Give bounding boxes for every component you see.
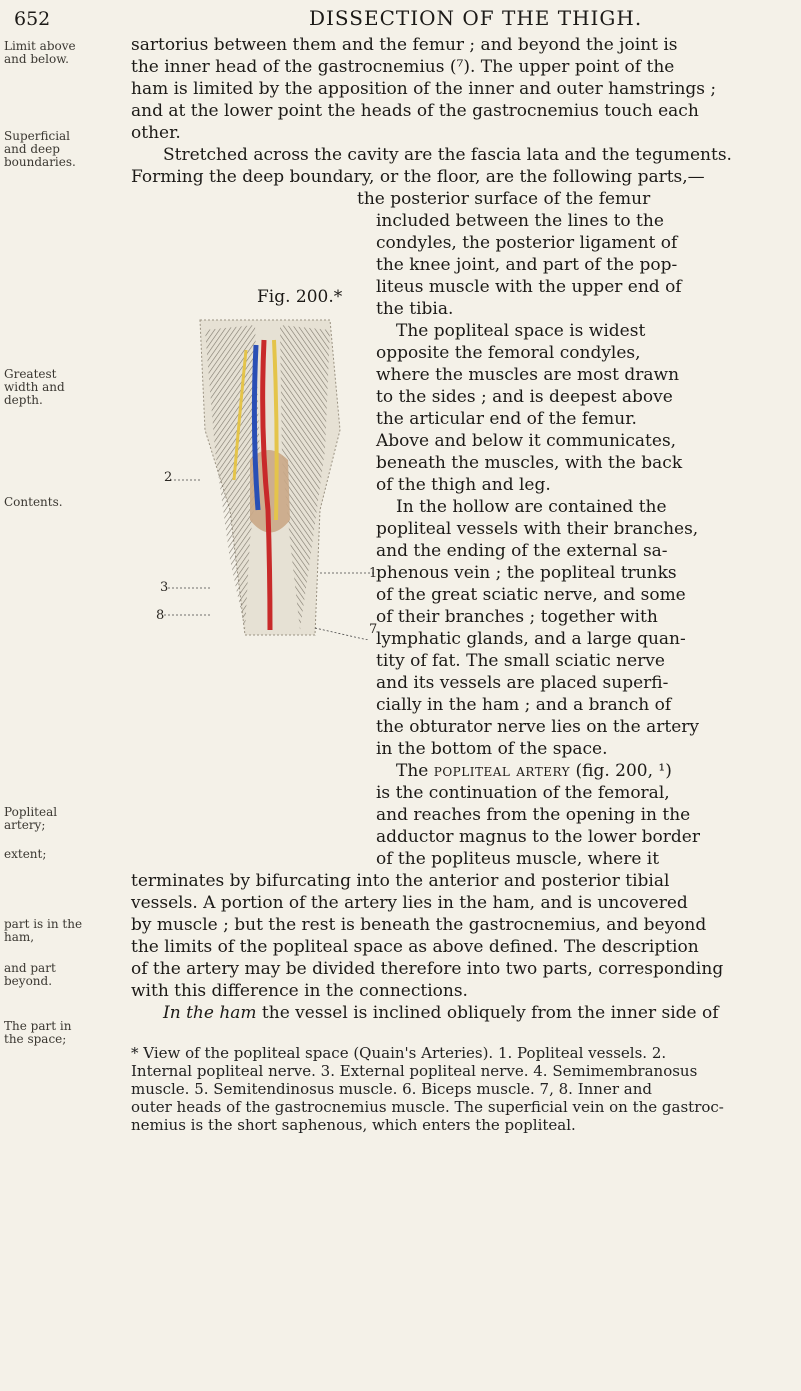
figure-label-7: 7	[369, 622, 378, 637]
body-line: ham is limited by the apposition of the inner and outer hamstrings ;	[131, 79, 717, 99]
body-line: In the hollow are contained the	[396, 497, 667, 517]
figure-label-3: 3	[160, 580, 169, 595]
footnote-line: outer heads of the gastrocnemius muscle. The superficial vein on the gastroc-	[131, 1098, 724, 1116]
margin-note-popliteal: Popliteal artery;	[4, 805, 58, 832]
body-line: Stretched across the cavity are the fascia lata and the teguments.	[163, 145, 732, 165]
body-line: the obturator nerve lies on the artery	[376, 717, 699, 737]
body-line: the articular end of the femur.	[376, 409, 637, 429]
body-line: and at the lower point the heads of the gastrocnemius touch each	[131, 101, 699, 121]
body-line: popliteal vessels with their branches,	[376, 519, 699, 539]
margin-note-limit: Limit above and below.	[4, 39, 76, 66]
footnote-line: muscle. 5. Semitendinosus muscle. 6. Biceps muscle. 7, 8. Inner and	[131, 1080, 652, 1098]
footnote-line: Internal popliteal nerve. 3. External popliteal nerve. 4. Semimembranosus	[131, 1062, 698, 1080]
body-line: the tibia.	[376, 299, 454, 319]
page-title: DISSECTION OF THE THIGH.	[309, 6, 643, 30]
body-line: by muscle ; but the rest is beneath the gastrocnemius, and beyond	[131, 915, 707, 935]
body-line: opposite the femoral condyles,	[376, 343, 641, 363]
body-line: the inner head of the gastrocnemius (⁷). The upper point of the	[131, 57, 675, 77]
body-line: The popliteal artery (fig. 200, ¹)	[396, 761, 672, 781]
figure-illustration	[150, 310, 380, 640]
body-line: the limits of the popliteal space as above defined. The description	[131, 937, 699, 957]
body-line: to the sides ; and is deepest above	[376, 387, 673, 407]
body-line: sartorius between them and the femur ; and beyond the joint is	[131, 35, 678, 55]
body-line: included between the lines to the	[376, 211, 664, 231]
body-line: of the thigh and leg.	[376, 475, 551, 495]
margin-note-superficial: Superficial and deep boundaries.	[4, 129, 76, 169]
body-line: condyles, the posterior ligament of	[376, 233, 678, 253]
body-line: other.	[131, 123, 181, 143]
margin-note-part-beyond: and part beyond.	[4, 961, 56, 988]
body-line: of their branches ; together with	[376, 607, 658, 627]
body-line: of the great sciatic nerve, and some	[376, 585, 686, 605]
body-line: tity of fat. The small sciatic nerve	[376, 651, 665, 671]
margin-note-contents: Contents.	[4, 495, 63, 509]
body-line: Forming the deep boundary, or the floor, are the following parts,—	[131, 167, 705, 187]
body-line: In the ham the vessel is inclined obliquely from the inner side of	[163, 1003, 719, 1023]
body-line: phenous vein ; the popliteal trunks	[376, 563, 677, 583]
body-line: beneath the muscles, with the back	[376, 453, 683, 473]
figure-caption: Fig. 200.*	[257, 287, 343, 307]
body-line: in the bottom of the space.	[376, 739, 608, 759]
body-line: of the artery may be divided therefore into two parts, corresponding	[131, 959, 724, 979]
body-line: terminates by bifurcating into the anterior and posterior tibial	[131, 871, 670, 891]
body-line: and its vessels are placed superfi-	[376, 673, 669, 693]
margin-note-part-space: The part in the space;	[4, 1019, 72, 1046]
body-line: vessels. A portion of the artery lies in the ham, and is uncovered	[131, 893, 688, 913]
body-line: with this difference in the connections.	[131, 981, 468, 1001]
body-line: and the ending of the external sa-	[376, 541, 668, 561]
body-line: lymphatic glands, and a large quan-	[376, 629, 686, 649]
body-line: the posterior surface of the femur	[357, 189, 651, 209]
margin-note-greatest: Greatest width and depth.	[4, 367, 65, 407]
footnote-line: nemius is the short saphenous, which enters the popliteal.	[131, 1116, 576, 1134]
body-line: where the muscles are most drawn	[376, 365, 680, 385]
page-number: 652	[14, 8, 51, 30]
figure-label-8: 8	[156, 608, 165, 623]
margin-note-extent: extent;	[4, 847, 47, 861]
body-line: liteus muscle with the upper end of	[376, 277, 682, 297]
body-line: cially in the ham ; and a branch of	[376, 695, 672, 715]
body-line: adductor magnus to the lower border	[376, 827, 700, 847]
margin-note-part-ham: part is in the ham,	[4, 917, 83, 944]
figure-label-1: 1	[369, 566, 378, 581]
body-line: the knee joint, and part of the pop-	[376, 255, 678, 275]
body-line: The popliteal space is widest	[396, 321, 646, 341]
figure-label-2: 2	[164, 470, 173, 485]
body-line: of the popliteus muscle, where it	[376, 849, 660, 869]
body-line: is the continuation of the femoral,	[376, 783, 670, 803]
footnote-line: * View of the popliteal space (Quain's Arteries). 1. Popliteal vessels. 2.	[131, 1044, 667, 1062]
body-line: Above and below it communicates,	[376, 431, 677, 451]
body-line: and reaches from the opening in the	[376, 805, 691, 825]
popliteal-space-illustration	[150, 310, 380, 640]
